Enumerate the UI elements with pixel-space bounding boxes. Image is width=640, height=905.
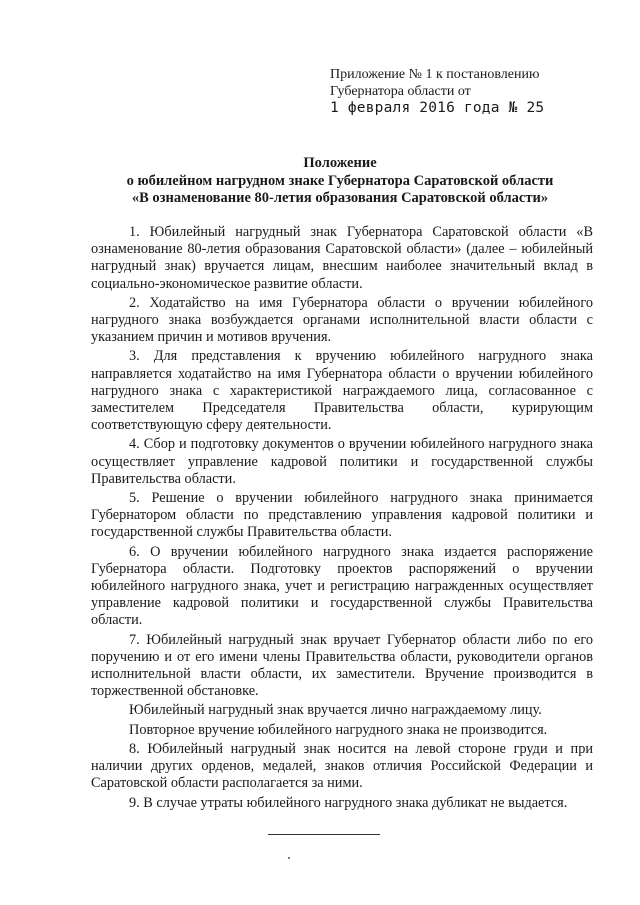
appendix-line-1: Приложение № 1 к постановлению bbox=[330, 67, 540, 82]
appendix-line-3: 1 февраля 2016 года № 25 bbox=[330, 100, 545, 116]
paragraph-3: 3. Для представления к вручению юбилейного нагрудного знака направляется ходатайство на имя Губернатора области о вручении юбилейного нагрудного знака с характеристикой награждаемого лица, согласованное с заместителем Председателя Правительства области, курирующим соответствующую сферу деятельности. bbox=[91, 348, 593, 434]
appendix-header bbox=[330, 66, 620, 117]
title-line-3: «В ознаменование 80-летия образования Саратовской области» bbox=[131, 190, 549, 206]
paragraph-7a: Юбилейный нагрудный знак вручается лично награждаемому лицу. bbox=[129, 702, 542, 719]
paragraph-8: 8. Юбилейный нагрудный знак носится на левой стороне груди и при наличии других орденов, медалей, знаков отличия Российской Федерации и Саратовской области располагается за ними. bbox=[91, 740, 593, 792]
paragraph-7b: Повторное вручение юбилейного нагрудного знака не производится. bbox=[129, 721, 548, 738]
scan-speck bbox=[288, 857, 290, 859]
closing-rule bbox=[268, 834, 380, 835]
paragraph-7: 7. Юбилейный нагрудный знак вручает Губернатор области либо по его поручению и от его имени члены Правительства области, руководители органов исполнительной власти области, их заместители. Вручение производится в торжественной обстановке. bbox=[91, 631, 593, 700]
document-title bbox=[60, 155, 620, 208]
paragraph-2: 2. Ходатайство на имя Губернатора области о вручении юбилейного нагрудного знака возбуждается органами исполнительной власти области с указанием причин и мотивов вручения. bbox=[91, 294, 593, 346]
paragraph-6: 6. О вручении юбилейного нагрудного знака издается распоряжение Губернатора области. Подготовку проектов распоряжений о вручении юбилейного нагрудного знака, учет и регистрацию награжденных осуществляет управление кадровой политики и государственной службы Правительства области. bbox=[91, 543, 593, 629]
title-line-1: Положение bbox=[303, 155, 377, 171]
document-body bbox=[91, 224, 593, 814]
title-line-2: о юбилейном нагрудном знаке Губернатора Саратовской области bbox=[126, 172, 554, 189]
appendix-line-2: Губернатора области от bbox=[330, 84, 471, 99]
paragraph-4: 4. Сбор и подготовку документов о вручении юбилейного нагрудного знака осуществляет управление кадровой политики и государственной службы Правительства области. bbox=[91, 436, 593, 487]
paragraph-9: 9. В случае утраты юбилейного нагрудного знака дубликат не выдается. bbox=[129, 794, 568, 811]
paragraph-5: 5. Решение о вручении юбилейного нагрудного знака принимается Губернатором области по представлению управления кадровой политики и государственной службы Правительства области. bbox=[91, 490, 593, 541]
paragraph-1: 1. Юбилейный нагрудный знак Губернатора Саратовской области «В ознаменование 80-летия образования Саратовской области» (далее – юбилейный нагрудный знак) вручается лицам, внесшим наиболее значительный вклад в социально-экономическое развитие области. bbox=[91, 224, 593, 292]
